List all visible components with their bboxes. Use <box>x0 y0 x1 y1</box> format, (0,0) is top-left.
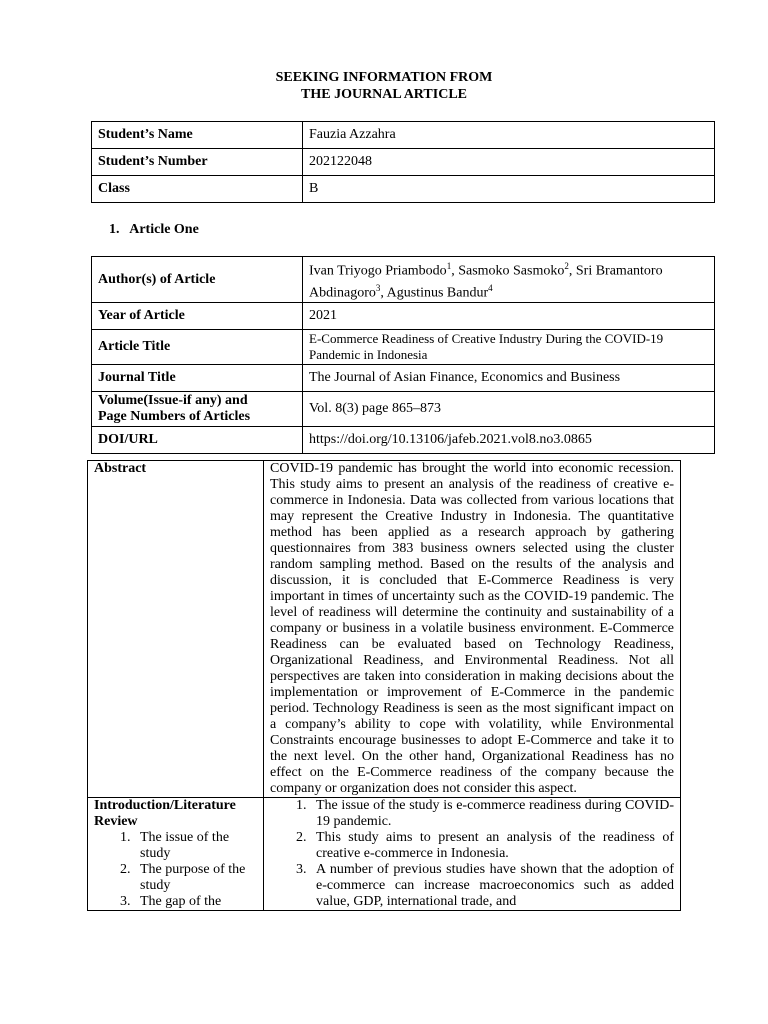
author-4: , Agustinus Bandur <box>380 285 489 301</box>
student-name-label: Student’s Name <box>92 122 303 149</box>
table-row <box>92 303 715 330</box>
journal-title-label: Journal Title <box>92 365 303 392</box>
abstract-text: COVID-19 pandemic has brought the world into economic recession. This study aims to present an analysis of the readiness of creative e-commerce in Indonesia. Data was collected from various locations that may represent the Creative Industry in Indonesia. The quantitative method has been applied as a research approach by gathering questionnaires from 383 business owners selected using the cluster random sampling method. Based on the results of the analysis and discussion, it is concluded that E-Commerce Readiness is very important in times of uncertainty such as the COVID-19 pandemic. The level of readiness will determine the continuity and sustainability of a company or business in a volatile business environment. E-Commerce Readiness can be evaluated based on Technology Readiness, Organizational Readiness, and Environmental Readiness. Not all perspectives are taken into consideration in making decisions about the implementation or improvement of E-Commerce in the pandemic period. Technology Readiness is seen as the most significant impact on a company’s ability to cope with volatility, while Environmental Constraints encourage businesses to adopt E-Commerce and take it to the next level. On the other hand, Organizational Readiness has no effect on the E-Commerce readiness of the company because the company or organization does not consider this aspect. <box>264 461 681 798</box>
volume-value: Vol. 8(3) page 865–873 <box>303 392 715 427</box>
class-label: Class <box>92 176 303 203</box>
volume-label-line-2: Page Numbers of Articles <box>98 409 251 425</box>
intro-label: Introduction/Literature Review <box>94 798 236 829</box>
author-3: , Sri Bramantoro Abdinagoro <box>309 263 663 301</box>
abstract-table <box>87 460 681 911</box>
volume-label <box>92 392 303 427</box>
student-info-table <box>91 121 715 203</box>
table-row <box>92 122 715 149</box>
intro-label-cell <box>88 798 264 911</box>
intro-left-list <box>94 830 257 910</box>
author-3-sup: 3 <box>375 282 381 293</box>
table-row <box>92 330 715 365</box>
title-line-1: SEEKING INFORMATION FROM <box>275 70 493 85</box>
list-item: 3. A number of previous studies have shown that the adoption of e-commerce can increase macroeconomics such as added value, GDP, international trade, and <box>310 862 674 910</box>
author-4-sup: 4 <box>488 282 493 293</box>
authors-value <box>303 257 715 303</box>
volume-label-line-1: Volume(Issue-if any) and <box>98 393 248 409</box>
author-1-sup: 1 <box>446 261 452 271</box>
article-title-label: Article Title <box>92 330 303 365</box>
author-2-sup: 2 <box>564 261 569 271</box>
table-row <box>92 427 715 454</box>
author-1: Ivan Triyogo Priambodo <box>309 263 447 279</box>
article-info-table <box>91 256 715 454</box>
doi-label: DOI/URL <box>92 427 303 454</box>
article-title-value: E-Commerce Readiness of Creative Industry During the COVID-19 Pandemic in Indonesia <box>303 330 715 365</box>
table-row <box>88 798 681 911</box>
table-row <box>92 392 715 427</box>
list-item: 1. The issue of the study is e-commerce readiness during COVID-19 pandemic. <box>310 798 674 830</box>
author-2: , Sasmoko Sasmoko <box>451 263 565 279</box>
title-line-2: THE JOURNAL ARTICLE <box>301 87 467 102</box>
table-row <box>92 149 715 176</box>
class-value: B <box>303 176 715 203</box>
list-item: 2. This study aims to present an analysis of the readiness of creative e-commerce in Indonesia. <box>310 830 674 862</box>
year-label: Year of Article <box>92 303 303 330</box>
student-number-value: 202122048 <box>303 149 715 176</box>
student-name-value: Fauzia Azzahra <box>303 122 715 149</box>
page-title <box>0 69 768 103</box>
year-value: 2021 <box>303 303 715 330</box>
doi-value: https://doi.org/10.13106/jafeb.2021.vol8.no3.0865 <box>303 427 715 454</box>
intro-content-cell <box>264 798 681 911</box>
list-item: 1. The issue of the study <box>134 830 257 862</box>
intro-right-list <box>270 798 674 910</box>
list-item: 3. The gap of the <box>134 894 257 910</box>
table-row <box>92 176 715 203</box>
student-number-label: Student’s Number <box>92 149 303 176</box>
abstract-label: Abstract <box>88 461 264 798</box>
table-row <box>92 257 715 303</box>
list-item: 2. The purpose of the study <box>134 862 257 894</box>
table-row <box>92 365 715 392</box>
authors-label: Author(s) of Article <box>92 257 303 303</box>
section-heading: 1. Article One <box>109 222 199 237</box>
table-row <box>88 461 681 798</box>
journal-title-value: The Journal of Asian Finance, Economics and Business <box>303 365 715 392</box>
